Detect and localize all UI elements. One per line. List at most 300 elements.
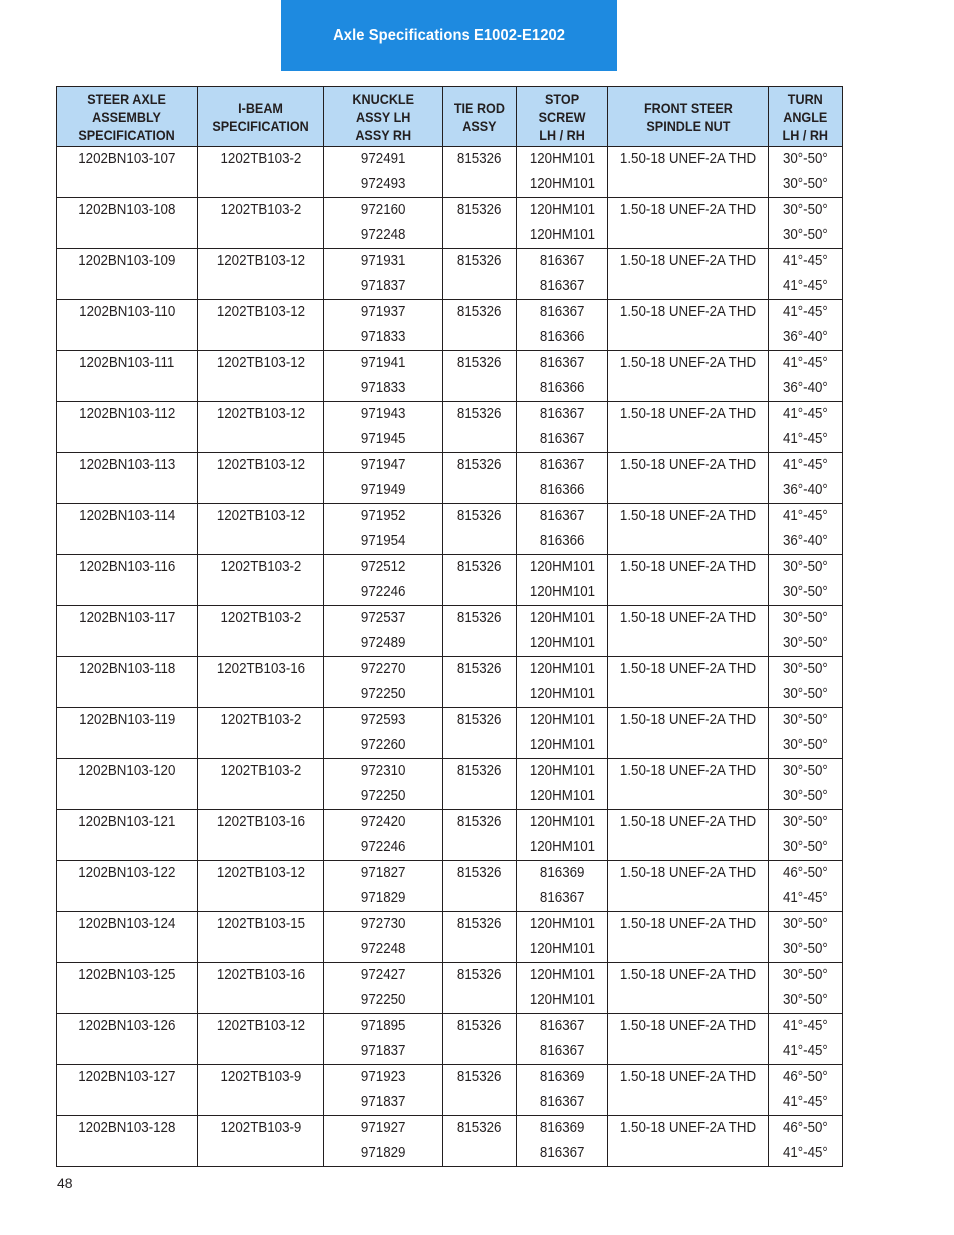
cell-value: 120HM101 bbox=[529, 176, 595, 192]
cell-value: 41°-45° bbox=[783, 1094, 828, 1110]
cell-value: 972270 bbox=[360, 661, 406, 677]
cell-value: 120HM101 bbox=[529, 227, 595, 243]
stop-screw-cell bbox=[517, 1065, 608, 1116]
turn-angle-cell bbox=[769, 912, 843, 963]
cell-value: 815326 bbox=[457, 151, 502, 167]
knuckle-cell bbox=[324, 963, 443, 1014]
knuckle-cell bbox=[324, 657, 443, 708]
cell-value: 1202BN103-124 bbox=[78, 916, 176, 932]
assembly-cell bbox=[57, 708, 198, 759]
table-row bbox=[57, 402, 843, 453]
stop-screw-cell bbox=[517, 249, 608, 300]
cell-value: 815326 bbox=[457, 967, 502, 983]
cell-value: 1.50-18 UNEF-2A THD bbox=[619, 814, 757, 830]
table-row bbox=[57, 708, 843, 759]
cell-value: 972260 bbox=[360, 737, 406, 753]
knuckle-cell bbox=[324, 402, 443, 453]
cell-value: 36°-40° bbox=[783, 482, 828, 498]
cell-value: 1.50-18 UNEF-2A THD bbox=[619, 1120, 757, 1136]
assembly-cell bbox=[57, 759, 198, 810]
tie-rod-cell bbox=[443, 351, 517, 402]
cell-value: 120HM101 bbox=[529, 151, 595, 167]
turn-angle-cell bbox=[769, 963, 843, 1014]
tie-rod-cell bbox=[443, 147, 517, 198]
tie-rod-cell bbox=[443, 555, 517, 606]
cell-value: 972493 bbox=[360, 176, 406, 192]
cell-value: 971943 bbox=[360, 406, 406, 422]
cell-value: 120HM101 bbox=[529, 712, 595, 728]
cell-value: 1.50-18 UNEF-2A THD bbox=[619, 151, 757, 167]
knuckle-cell bbox=[324, 198, 443, 249]
cell-value: 816367 bbox=[539, 508, 585, 524]
cell-value: 972427 bbox=[360, 967, 406, 983]
assembly-cell bbox=[57, 810, 198, 861]
cell-value: 1202TB103-12 bbox=[216, 457, 305, 473]
ibeam-cell bbox=[198, 147, 324, 198]
cell-value: 1202TB103-16 bbox=[216, 967, 305, 983]
table-row bbox=[57, 759, 843, 810]
tie-rod-cell bbox=[443, 453, 517, 504]
tie-rod-cell bbox=[443, 1116, 517, 1167]
cell-value: 816367 bbox=[539, 1043, 585, 1059]
cell-value: 30°-50° bbox=[783, 176, 828, 192]
ibeam-cell bbox=[198, 351, 324, 402]
tie-rod-cell bbox=[443, 912, 517, 963]
ibeam-cell bbox=[198, 453, 324, 504]
table-row bbox=[57, 351, 843, 402]
cell-value: 120HM101 bbox=[529, 763, 595, 779]
assembly-cell bbox=[57, 453, 198, 504]
turn-angle-cell bbox=[769, 402, 843, 453]
ibeam-cell bbox=[198, 963, 324, 1014]
cell-value: 1.50-18 UNEF-2A THD bbox=[619, 967, 757, 983]
column-header-ibeam: I-BEAM SPECIFICATION bbox=[198, 87, 324, 147]
ibeam-cell bbox=[198, 402, 324, 453]
spindle-nut-cell bbox=[608, 147, 769, 198]
spindle-nut-cell bbox=[608, 351, 769, 402]
cell-value: 1.50-18 UNEF-2A THD bbox=[619, 661, 757, 677]
cell-value: 1.50-18 UNEF-2A THD bbox=[619, 457, 757, 473]
cell-value: 971952 bbox=[360, 508, 406, 524]
cell-value: 1202TB103-9 bbox=[220, 1069, 301, 1085]
cell-value: 41°-45° bbox=[783, 508, 828, 524]
cell-value: 120HM101 bbox=[529, 737, 595, 753]
stop-screw-cell bbox=[517, 351, 608, 402]
table-row bbox=[57, 453, 843, 504]
cell-value: 36°-40° bbox=[783, 380, 828, 396]
cell-value: 815326 bbox=[457, 457, 502, 473]
assembly-cell bbox=[57, 606, 198, 657]
cell-value: 1202BN103-119 bbox=[78, 712, 176, 728]
tie-rod-cell bbox=[443, 249, 517, 300]
knuckle-cell bbox=[324, 1065, 443, 1116]
cell-value: 41°-45° bbox=[783, 278, 828, 294]
cell-value: 815326 bbox=[457, 202, 502, 218]
tie-rod-cell bbox=[443, 1014, 517, 1065]
turn-angle-cell bbox=[769, 657, 843, 708]
cell-value: 1202TB103-12 bbox=[216, 406, 305, 422]
cell-value: 816367 bbox=[539, 253, 585, 269]
stop-screw-cell bbox=[517, 1014, 608, 1065]
cell-value: 30°-50° bbox=[783, 227, 828, 243]
cell-value: 1202TB103-16 bbox=[216, 661, 305, 677]
assembly-cell bbox=[57, 351, 198, 402]
spindle-nut-cell bbox=[608, 912, 769, 963]
cell-value: 815326 bbox=[457, 865, 502, 881]
cell-value: 815326 bbox=[457, 661, 502, 677]
turn-angle-cell bbox=[769, 453, 843, 504]
assembly-cell bbox=[57, 912, 198, 963]
stop-screw-cell bbox=[517, 555, 608, 606]
cell-value: 1202BN103-125 bbox=[78, 967, 176, 983]
cell-value: 120HM101 bbox=[529, 788, 595, 804]
stop-screw-cell bbox=[517, 912, 608, 963]
cell-value: 816366 bbox=[539, 482, 585, 498]
cell-value: 30°-50° bbox=[783, 661, 828, 677]
cell-value: 971829 bbox=[360, 890, 406, 906]
stop-screw-cell bbox=[517, 861, 608, 912]
cell-value: 41°-45° bbox=[783, 355, 828, 371]
cell-value: 30°-50° bbox=[783, 763, 828, 779]
cell-value: 41°-45° bbox=[783, 1018, 828, 1034]
cell-value: 120HM101 bbox=[529, 941, 595, 957]
tie-rod-cell bbox=[443, 861, 517, 912]
cell-value: 1202TB103-15 bbox=[216, 916, 305, 932]
assembly-cell bbox=[57, 147, 198, 198]
cell-value: 815326 bbox=[457, 763, 502, 779]
cell-value: 815326 bbox=[457, 1069, 502, 1085]
knuckle-cell bbox=[324, 504, 443, 555]
cell-value: 30°-50° bbox=[783, 788, 828, 804]
cell-value: 1202BN103-110 bbox=[78, 304, 176, 320]
cell-value: 1202TB103-2 bbox=[220, 712, 301, 728]
cell-value: 815326 bbox=[457, 916, 502, 932]
cell-value: 971827 bbox=[360, 865, 406, 881]
stop-screw-cell bbox=[517, 606, 608, 657]
spindle-nut-cell bbox=[608, 963, 769, 1014]
cell-value: 971895 bbox=[360, 1018, 406, 1034]
cell-value: 120HM101 bbox=[529, 916, 595, 932]
table-row bbox=[57, 861, 843, 912]
cell-value: 816367 bbox=[539, 278, 585, 294]
cell-value: 1202TB103-2 bbox=[220, 151, 301, 167]
cell-value: 1202BN103-118 bbox=[78, 661, 176, 677]
cell-value: 816369 bbox=[539, 1120, 585, 1136]
turn-angle-cell bbox=[769, 198, 843, 249]
spindle-nut-cell bbox=[608, 453, 769, 504]
knuckle-cell bbox=[324, 1014, 443, 1065]
cell-value: 30°-50° bbox=[783, 916, 828, 932]
tie-rod-cell bbox=[443, 504, 517, 555]
cell-value: 1202BN103-122 bbox=[78, 865, 176, 881]
cell-value: 120HM101 bbox=[529, 992, 595, 1008]
turn-angle-cell bbox=[769, 606, 843, 657]
ibeam-cell bbox=[198, 912, 324, 963]
cell-value: 30°-50° bbox=[783, 610, 828, 626]
cell-value: 815326 bbox=[457, 1018, 502, 1034]
knuckle-cell bbox=[324, 810, 443, 861]
cell-value: 971837 bbox=[360, 278, 406, 294]
cell-value: 1.50-18 UNEF-2A THD bbox=[619, 406, 757, 422]
cell-value: 1202BN103-116 bbox=[78, 559, 176, 575]
cell-value: 816367 bbox=[539, 406, 585, 422]
table-row bbox=[57, 198, 843, 249]
tie-rod-cell bbox=[443, 759, 517, 810]
turn-angle-cell bbox=[769, 810, 843, 861]
turn-angle-cell bbox=[769, 861, 843, 912]
ibeam-cell bbox=[198, 300, 324, 351]
tie-rod-cell bbox=[443, 708, 517, 759]
cell-value: 120HM101 bbox=[529, 814, 595, 830]
cell-value: 1202BN103-108 bbox=[78, 202, 176, 218]
ibeam-cell bbox=[198, 249, 324, 300]
assembly-cell bbox=[57, 657, 198, 708]
cell-value: 1202BN103-112 bbox=[78, 406, 176, 422]
turn-angle-cell bbox=[769, 504, 843, 555]
knuckle-cell bbox=[324, 759, 443, 810]
assembly-cell bbox=[57, 300, 198, 351]
cell-value: 972250 bbox=[360, 686, 406, 702]
cell-value: 816367 bbox=[539, 890, 585, 906]
cell-value: 972489 bbox=[360, 635, 406, 651]
cell-value: 815326 bbox=[457, 304, 502, 320]
cell-value: 1202TB103-9 bbox=[220, 1120, 301, 1136]
ibeam-cell bbox=[198, 810, 324, 861]
cell-value: 1.50-18 UNEF-2A THD bbox=[619, 508, 757, 524]
table-row bbox=[57, 1065, 843, 1116]
assembly-cell bbox=[57, 402, 198, 453]
cell-value: 1202TB103-12 bbox=[216, 253, 305, 269]
cell-value: 1202TB103-12 bbox=[216, 304, 305, 320]
cell-value: 971931 bbox=[360, 253, 406, 269]
cell-value: 120HM101 bbox=[529, 610, 595, 626]
ibeam-cell bbox=[198, 555, 324, 606]
cell-value: 816367 bbox=[539, 457, 585, 473]
cell-value: 30°-50° bbox=[783, 635, 828, 651]
turn-angle-cell bbox=[769, 759, 843, 810]
cell-value: 816369 bbox=[539, 1069, 585, 1085]
cell-value: 971949 bbox=[360, 482, 406, 498]
turn-angle-cell bbox=[769, 555, 843, 606]
knuckle-cell bbox=[324, 708, 443, 759]
cell-value: 120HM101 bbox=[529, 967, 595, 983]
cell-value: 41°-45° bbox=[783, 431, 828, 447]
cell-value: 1202BN103-114 bbox=[78, 508, 176, 524]
ibeam-cell bbox=[198, 198, 324, 249]
cell-value: 41°-45° bbox=[783, 406, 828, 422]
cell-value: 815326 bbox=[457, 712, 502, 728]
cell-value: 1.50-18 UNEF-2A THD bbox=[619, 1018, 757, 1034]
cell-value: 120HM101 bbox=[529, 686, 595, 702]
cell-value: 815326 bbox=[457, 1120, 502, 1136]
knuckle-cell bbox=[324, 1116, 443, 1167]
stop-screw-cell bbox=[517, 1116, 608, 1167]
cell-value: 30°-50° bbox=[783, 967, 828, 983]
knuckle-cell bbox=[324, 861, 443, 912]
cell-value: 815326 bbox=[457, 610, 502, 626]
cell-value: 972593 bbox=[360, 712, 406, 728]
cell-value: 36°-40° bbox=[783, 533, 828, 549]
cell-value: 30°-50° bbox=[783, 202, 828, 218]
cell-value: 972512 bbox=[360, 559, 406, 575]
cell-value: 816367 bbox=[539, 355, 585, 371]
cell-value: 120HM101 bbox=[529, 661, 595, 677]
spindle-nut-cell bbox=[608, 198, 769, 249]
column-header-knuckle: KNUCKLE ASSY LH ASSY RH bbox=[324, 87, 443, 147]
cell-value: 972730 bbox=[360, 916, 406, 932]
assembly-cell bbox=[57, 198, 198, 249]
turn-angle-cell bbox=[769, 1014, 843, 1065]
spindle-nut-cell bbox=[608, 810, 769, 861]
assembly-cell bbox=[57, 1014, 198, 1065]
stop-screw-cell bbox=[517, 963, 608, 1014]
tie-rod-cell bbox=[443, 657, 517, 708]
assembly-cell bbox=[57, 861, 198, 912]
cell-value: 1202BN103-121 bbox=[78, 814, 176, 830]
knuckle-cell bbox=[324, 912, 443, 963]
table-row bbox=[57, 657, 843, 708]
cell-value: 816366 bbox=[539, 329, 585, 345]
knuckle-cell bbox=[324, 606, 443, 657]
cell-value: 1202TB103-2 bbox=[220, 202, 301, 218]
cell-value: 1202BN103-128 bbox=[78, 1120, 176, 1136]
cell-value: 30°-50° bbox=[783, 584, 828, 600]
table-row bbox=[57, 555, 843, 606]
spindle-nut-cell bbox=[608, 708, 769, 759]
table-row bbox=[57, 606, 843, 657]
spindle-nut-cell bbox=[608, 1116, 769, 1167]
axle-spec-table bbox=[56, 86, 843, 1167]
cell-value: 120HM101 bbox=[529, 839, 595, 855]
table-row bbox=[57, 1014, 843, 1065]
cell-value: 971937 bbox=[360, 304, 406, 320]
cell-value: 41°-45° bbox=[783, 457, 828, 473]
cell-value: 1202BN103-113 bbox=[78, 457, 176, 473]
cell-value: 1.50-18 UNEF-2A THD bbox=[619, 559, 757, 575]
cell-value: 971829 bbox=[360, 1145, 406, 1161]
cell-value: 971927 bbox=[360, 1120, 406, 1136]
ibeam-cell bbox=[198, 861, 324, 912]
table-row bbox=[57, 249, 843, 300]
cell-value: 815326 bbox=[457, 814, 502, 830]
cell-value: 972250 bbox=[360, 788, 406, 804]
spindle-nut-cell bbox=[608, 1014, 769, 1065]
cell-value: 1202TB103-2 bbox=[220, 610, 301, 626]
table-row bbox=[57, 300, 843, 351]
cell-value: 971941 bbox=[360, 355, 406, 371]
cell-value: 30°-50° bbox=[783, 839, 828, 855]
cell-value: 972246 bbox=[360, 839, 406, 855]
assembly-cell bbox=[57, 504, 198, 555]
table-body bbox=[57, 147, 843, 1167]
cell-value: 41°-45° bbox=[783, 1043, 828, 1059]
cell-value: 971945 bbox=[360, 431, 406, 447]
column-header-stop-screw: STOP SCREW LH / RH bbox=[517, 87, 608, 147]
cell-value: 972160 bbox=[360, 202, 406, 218]
cell-value: 41°-45° bbox=[783, 1145, 828, 1161]
cell-value: 816366 bbox=[539, 380, 585, 396]
cell-value: 815326 bbox=[457, 508, 502, 524]
cell-value: 1.50-18 UNEF-2A THD bbox=[619, 916, 757, 932]
cell-value: 1202TB103-2 bbox=[220, 763, 301, 779]
cell-value: 971833 bbox=[360, 380, 406, 396]
cell-value: 46°-50° bbox=[783, 865, 828, 881]
ibeam-cell bbox=[198, 1065, 324, 1116]
tie-rod-cell bbox=[443, 810, 517, 861]
tie-rod-cell bbox=[443, 606, 517, 657]
spindle-nut-cell bbox=[608, 249, 769, 300]
knuckle-cell bbox=[324, 453, 443, 504]
cell-value: 816367 bbox=[539, 1018, 585, 1034]
turn-angle-cell bbox=[769, 1065, 843, 1116]
assembly-cell bbox=[57, 1065, 198, 1116]
stop-screw-cell bbox=[517, 402, 608, 453]
cell-value: 46°-50° bbox=[783, 1120, 828, 1136]
table-row bbox=[57, 504, 843, 555]
cell-value: 971954 bbox=[360, 533, 406, 549]
ibeam-cell bbox=[198, 504, 324, 555]
cell-value: 1.50-18 UNEF-2A THD bbox=[619, 355, 757, 371]
cell-value: 41°-45° bbox=[783, 890, 828, 906]
spindle-nut-cell bbox=[608, 555, 769, 606]
turn-angle-cell bbox=[769, 249, 843, 300]
cell-value: 30°-50° bbox=[783, 559, 828, 575]
column-header-assembly: STEER AXLE ASSEMBLY SPECIFICATION bbox=[57, 87, 198, 147]
table-row bbox=[57, 147, 843, 198]
stop-screw-cell bbox=[517, 198, 608, 249]
spindle-nut-cell bbox=[608, 300, 769, 351]
spindle-nut-cell bbox=[608, 606, 769, 657]
cell-value: 30°-50° bbox=[783, 686, 828, 702]
cell-value: 972491 bbox=[360, 151, 406, 167]
cell-value: 971837 bbox=[360, 1043, 406, 1059]
assembly-cell bbox=[57, 249, 198, 300]
knuckle-cell bbox=[324, 300, 443, 351]
cell-value: 971833 bbox=[360, 329, 406, 345]
cell-value: 1.50-18 UNEF-2A THD bbox=[619, 865, 757, 881]
cell-value: 816367 bbox=[539, 1094, 585, 1110]
cell-value: 971947 bbox=[360, 457, 406, 473]
cell-value: 1.50-18 UNEF-2A THD bbox=[619, 304, 757, 320]
cell-value: 815326 bbox=[457, 355, 502, 371]
cell-value: 1.50-18 UNEF-2A THD bbox=[619, 610, 757, 626]
stop-screw-cell bbox=[517, 810, 608, 861]
cell-value: 816369 bbox=[539, 865, 585, 881]
ibeam-cell bbox=[198, 1014, 324, 1065]
cell-value: 1202BN103-127 bbox=[78, 1069, 176, 1085]
assembly-cell bbox=[57, 555, 198, 606]
cell-value: 972420 bbox=[360, 814, 406, 830]
column-header-tie-rod: TIE ROD ASSY bbox=[443, 87, 517, 147]
assembly-cell bbox=[57, 1116, 198, 1167]
tie-rod-cell bbox=[443, 300, 517, 351]
stop-screw-cell bbox=[517, 147, 608, 198]
cell-value: 1.50-18 UNEF-2A THD bbox=[619, 202, 757, 218]
tie-rod-cell bbox=[443, 402, 517, 453]
spindle-nut-cell bbox=[608, 402, 769, 453]
knuckle-cell bbox=[324, 555, 443, 606]
cell-value: 30°-50° bbox=[783, 151, 828, 167]
cell-value: 30°-50° bbox=[783, 814, 828, 830]
tie-rod-cell bbox=[443, 198, 517, 249]
ibeam-cell bbox=[198, 708, 324, 759]
cell-value: 1202BN103-111 bbox=[79, 355, 175, 371]
cell-value: 971837 bbox=[360, 1094, 406, 1110]
cell-value: 30°-50° bbox=[783, 712, 828, 728]
cell-value: 36°-40° bbox=[783, 329, 828, 345]
ibeam-cell bbox=[198, 759, 324, 810]
spindle-nut-cell bbox=[608, 861, 769, 912]
